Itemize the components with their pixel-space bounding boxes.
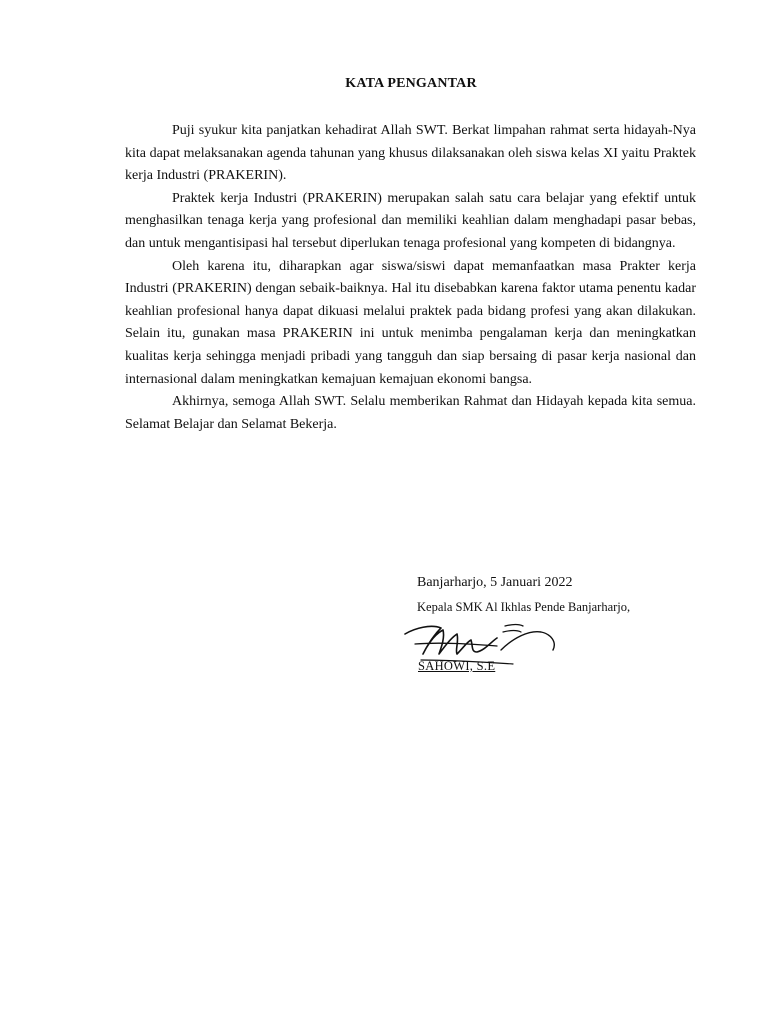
signer-position: Kepala SMK Al Ikhlas Pende Banjarharjo, [417,600,631,614]
paragraph-4: Akhirnya, semoga Allah SWT. Selalu memberikan Rahmat dan Hidayah kepada kita semua. Selamat Belajar dan Selamat Bekerja. [125,394,696,432]
paragraph-1: Puji syukur kita panjatkan kehadirat Allah SWT. Berkat limpahan rahmat serta hidayah-Nya kita dapat melaksanakan agenda tahunan yang khusus dilaksanakan oleh siswa kelas XI yaitu Praktek kerja Industri (PRAKERIN). [125,123,696,184]
document-body [125,120,696,436]
signer-name: SAHOWI, S.E [418,659,496,673]
signature-area [417,618,747,682]
paragraph-2: Praktek kerja Industri (PRAKERIN) merupakan salah satu cara belajar yang efektif untuk menghasilkan tenaga kerja yang profesional dan memiliki keahlian dalam menghadapi pasar bebas, dan untuk mengantisipasi hal tersebut diperlukan tenaga profesional yang kompeten di bidangnya. [125,190,696,251]
document-title: KATA PENGANTAR [345,76,477,91]
place-date: Banjarharjo, 5 Januari 2022 [417,575,573,590]
closing-block [417,572,747,682]
paragraph-3: Oleh karena itu, diharapkan agar siswa/siswi dapat memanfaatkan masa Prakter kerja Industri (PRAKERIN) dengan sebaik-baiknya. Hal itu disebabkan karena faktor utama penentu kadar keahlian profesional hanya dapat dikuasi melalui praktek pada bidang profesi yang akan dilakukan. Selain itu, gunakan masa PRAKERIN ini untuk menimba pengalaman kerja dan meningkatkan kualitas kerja sehingga menjadi pribadi yang tangguh dan siap bersaing di pasar kerja nasional dan internasional dalam meningkatkan kemajuan kemajuan ekonomi bangsa. [125,258,696,387]
